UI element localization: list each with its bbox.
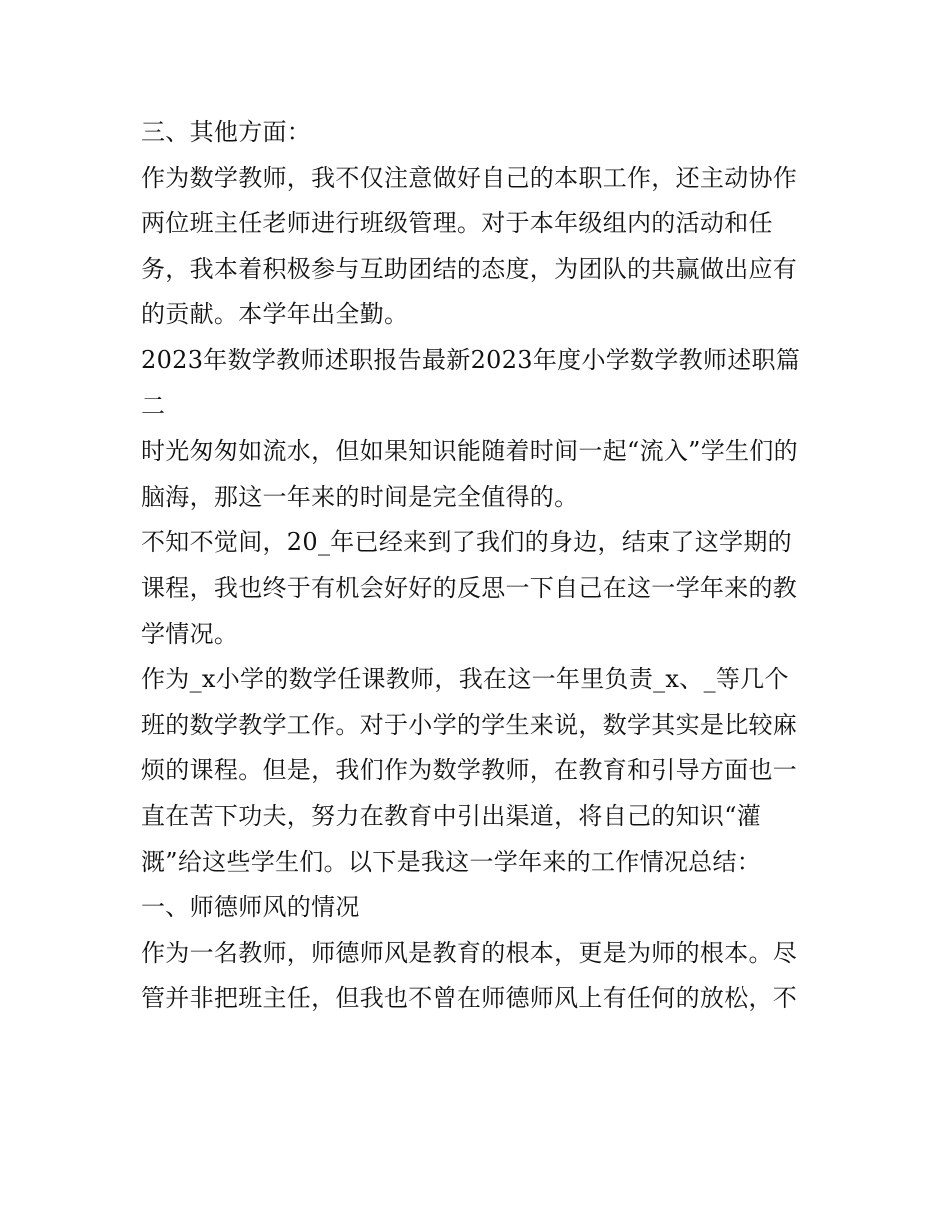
section-heading-ethics: 一、师德师风的情况 <box>141 893 360 922</box>
section-heading-other-aspects: 三、其他方面： <box>141 118 312 146</box>
paragraph-line: 班的数学教学工作。对于小学的学生来说，数学其实是比较麻 <box>141 710 798 739</box>
paragraph-line: 作为_x小学的数学任课教师，我在这一年里负责_x、_等几个 <box>141 665 789 694</box>
paragraph-line: 烦的课程。但是，我们作为数学教师，在教育和引导方面也一 <box>141 756 798 785</box>
paragraph-line: 溉”给这些学生们。以下是我这一学年来的工作情况总结： <box>141 847 762 876</box>
article-title-line: 二 <box>141 391 166 420</box>
paragraph-line: 课程，我也终于有机会好好的反思一下自己在这一学年来的教 <box>141 573 798 602</box>
paragraph-line: 务，我本着积极参与互助团结的态度，为团队的共赢做出应有 <box>141 254 798 283</box>
paragraph-line: 作为一名教师，师德师风是教育的根本，更是为师的根本。尽 <box>141 938 798 967</box>
body-text <box>141 110 831 1022</box>
paragraph-line: 两位班主任老师进行班级管理。对于本年级组内的活动和任 <box>141 209 773 238</box>
article-title-line: 2023年数学教师述职报告最新2023年度小学数学教师述职篇 <box>141 345 801 374</box>
paragraph-line: 学情况。 <box>141 619 239 648</box>
paragraph-line: 管并非把班主任，但我也不曾在师德师风上有任何的放松，不 <box>141 984 798 1013</box>
paragraph-line: 脑海，那这一年来的时间是完全值得的。 <box>141 482 579 511</box>
paragraph-line: 不知不觉间，20_年已经来到了我们的身边，结束了这学期的 <box>141 528 792 557</box>
paragraph-line: 作为数学教师，我不仅注意做好自己的本职工作，还主动协作 <box>141 163 798 192</box>
paragraph-line: 直在苦下功夫，努力在教育中引出渠道，将自己的知识“灌 <box>141 801 762 830</box>
paragraph-line: 时光匆匆如流水，但如果知识能随着时间一起“流入”学生们的 <box>141 437 798 466</box>
paragraph-line: 的贡献。本学年出全勤。 <box>141 300 409 329</box>
